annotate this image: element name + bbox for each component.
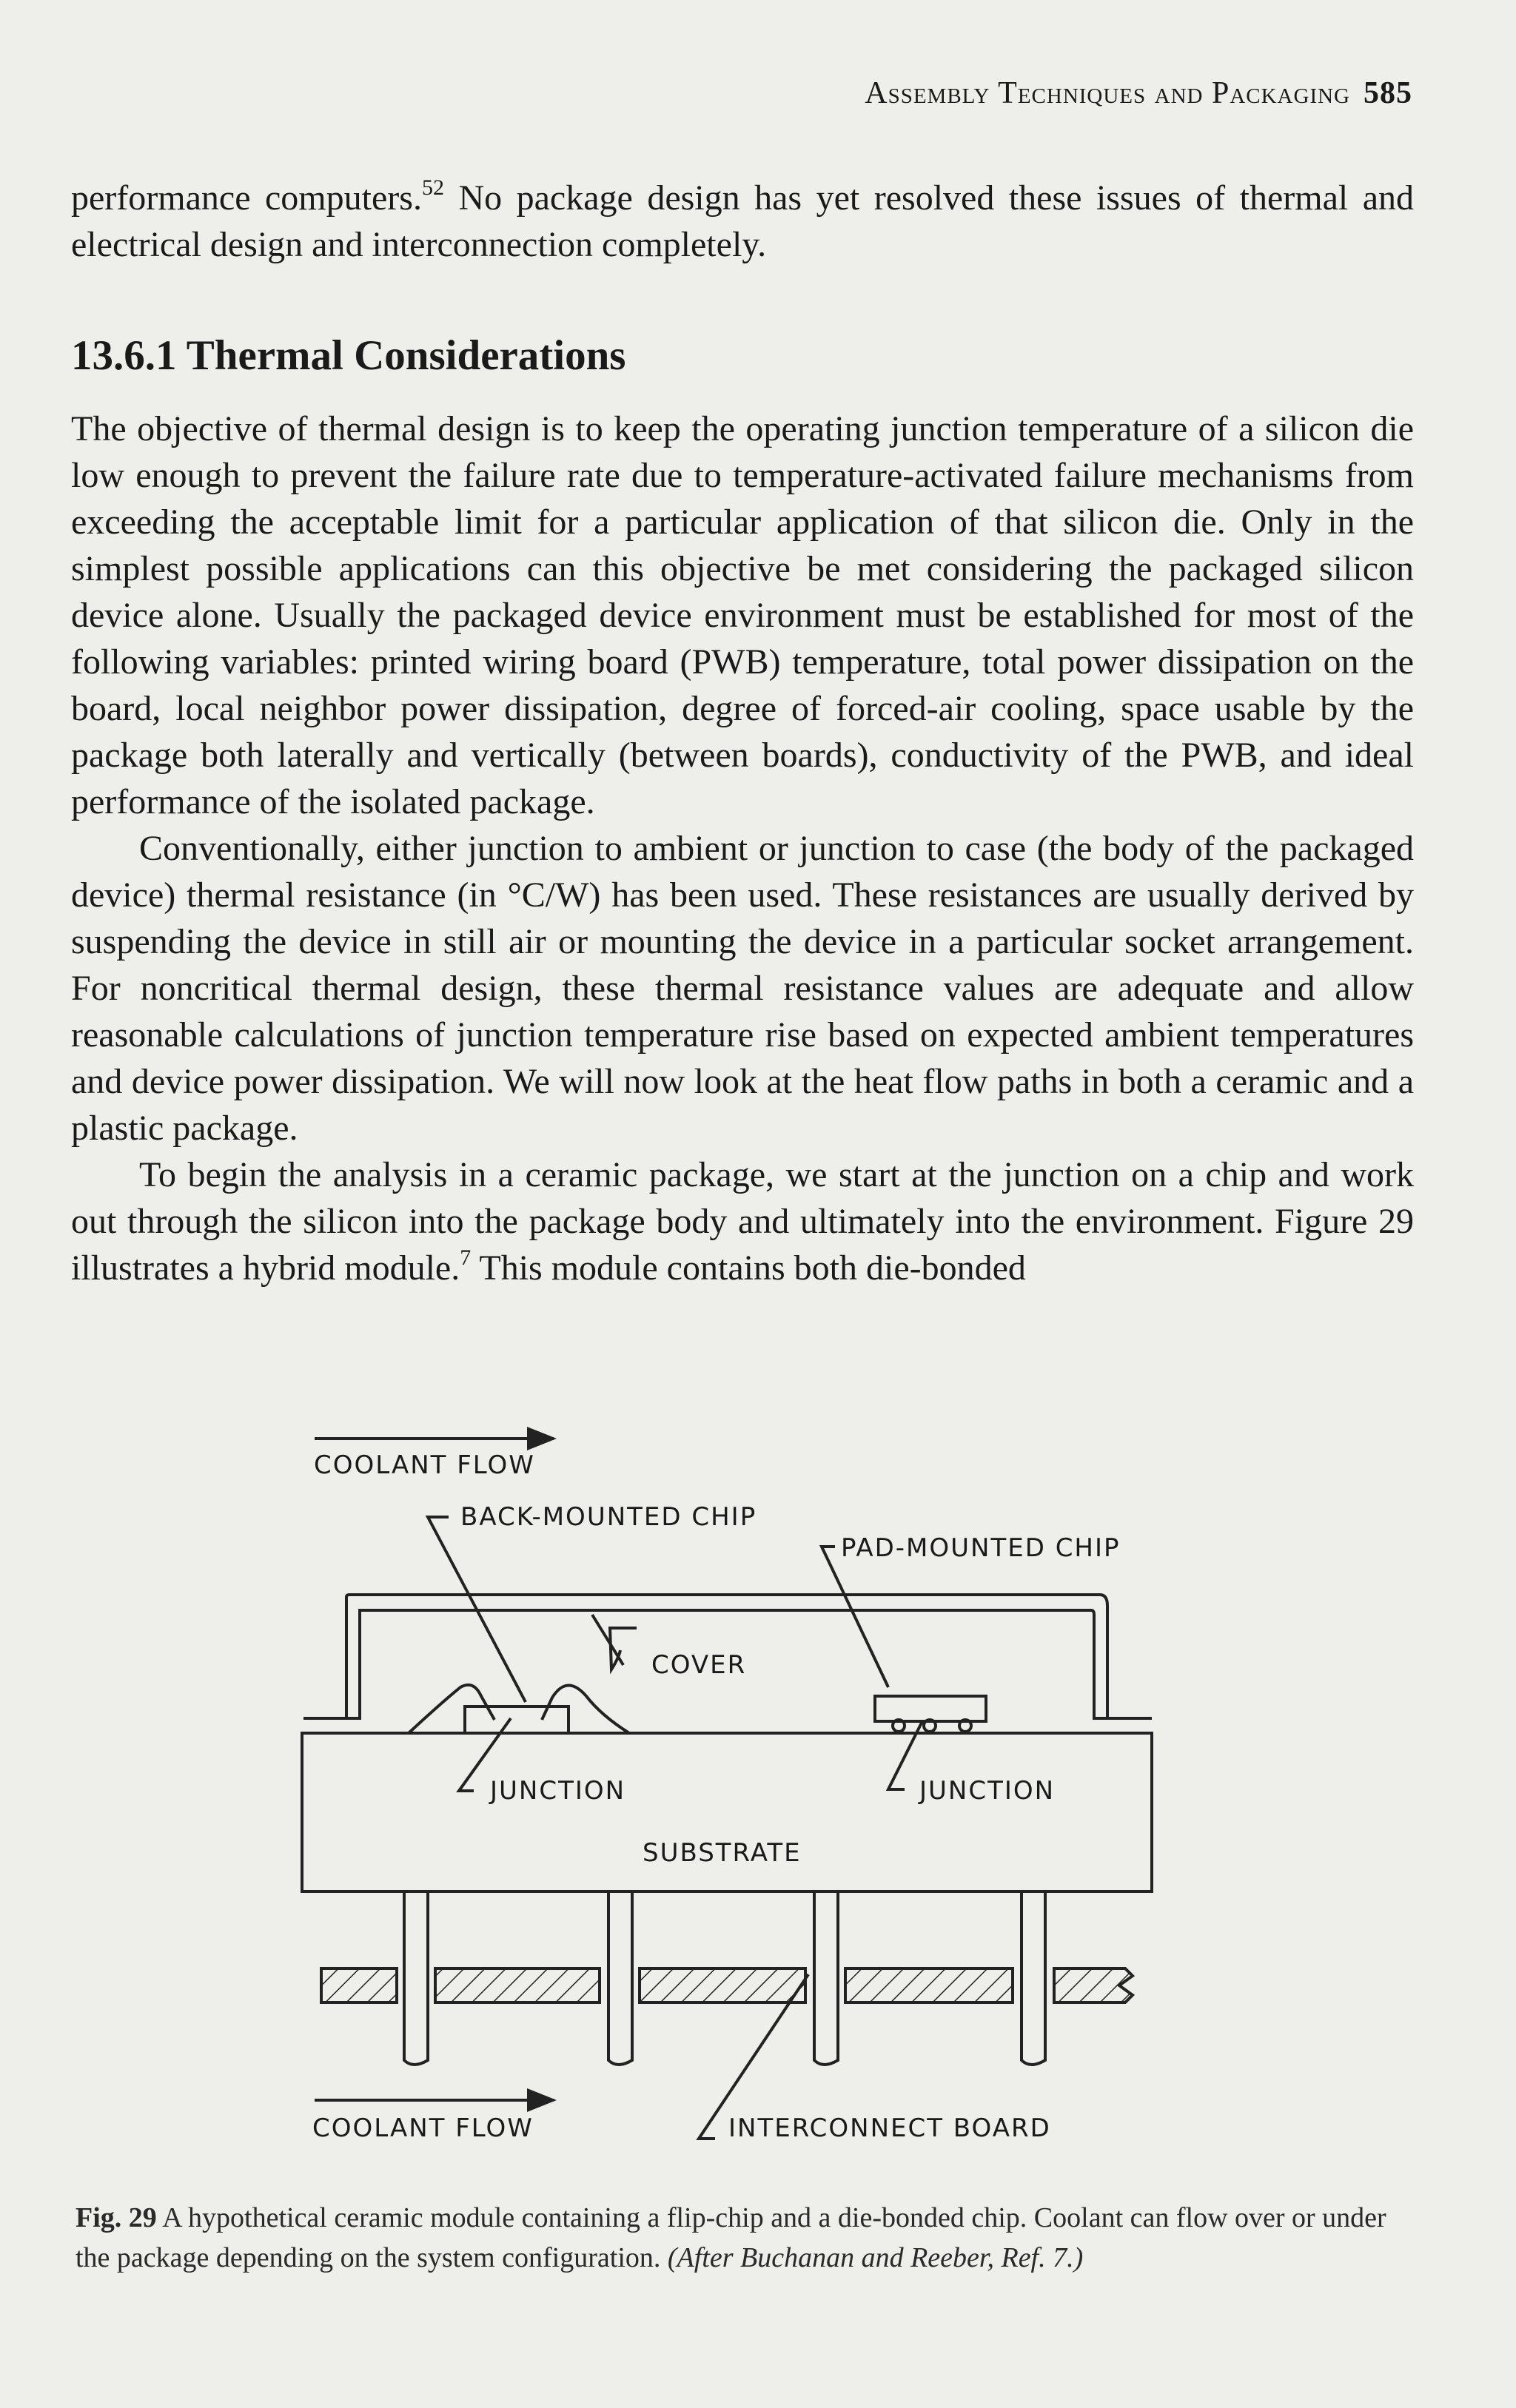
label-coolant-flow-bottom: COOLANT FLOW bbox=[312, 2113, 534, 2143]
section-heading: 13.6.1 Thermal Considerations bbox=[71, 332, 626, 379]
top-paragraph-text: performance computers. bbox=[71, 178, 422, 218]
interconnect-board bbox=[321, 1968, 1133, 2002]
caption-attribution: (After Buchanan and Reeber, Ref. 7.) bbox=[667, 2242, 1084, 2273]
label-substrate: SUBSTRATE bbox=[643, 1838, 802, 1868]
figure-caption bbox=[76, 2198, 1423, 2278]
pin bbox=[404, 1891, 428, 2065]
top-paragraph bbox=[71, 175, 1414, 268]
body-paragraph-3-continuation: This module contains both die-bonded bbox=[471, 1248, 1026, 1288]
body-paragraph-3 bbox=[71, 1151, 1414, 1291]
body-paragraph-3-text: To begin the analysis in a ceramic package, we start at the junction on a chip and work out through the silicon into the package body and ultimately into the environment. Figure 29 illustrates a hybrid module. bbox=[71, 1155, 1414, 1288]
running-title: Assembly Techniques and Packaging bbox=[865, 76, 1350, 110]
label-coolant-flow-top: COOLANT FLOW bbox=[314, 1450, 535, 1480]
body-paragraph-2: Conventionally, either junction to ambient or junction to case (the body of the packaged device) thermal resistance (in °C/W) has been used. These resistances are usually derived by suspending the device in still air or mounting the device in a particular socket arrangement. For noncritical thermal design, these thermal resistance values are adequate and allow reasonable calculations of junction temperature rise based on expected ambient temperatures and device power dissipation. We will now look at the heat flow paths in both a ceramic and a plastic package. bbox=[71, 829, 1414, 1148]
label-junction-right: JUNCTION bbox=[919, 1776, 1056, 1806]
back-mounted-chip bbox=[465, 1706, 568, 1733]
body-paragraph-1: The objective of thermal design is to keep the operating junction temperature of a silicon die low enough to prevent the failure rate due to temperature-activated failure mechanisms from exceeding the acceptable limit for a particular application of that silicon die. Only in the simplest possible applications can this objective be met considering the packaged silicon device alone. Usually the packaged device environment must be established for most of the following variables: printed wiring board (PWB) temperature, total power dissipation on the board, local neighbor power dissipation, degree of forced-air cooling, space usable by the package both laterally and vertically (between boards), conductivity of the PWB, and ideal performance of the isolated package. bbox=[71, 409, 1414, 821]
pin bbox=[1022, 1891, 1045, 2065]
page-number: 585 bbox=[1364, 76, 1412, 110]
pad-mounted-chip bbox=[875, 1696, 986, 1721]
running-header bbox=[865, 75, 1412, 111]
section-body bbox=[71, 406, 1414, 1291]
figure-number: Fig. 29 bbox=[76, 2202, 157, 2233]
label-junction-left: JUNCTION bbox=[490, 1776, 626, 1806]
caption-text: A hypothetical ceramic module containing a flip-chip and a die-bonded chip. Coolant can flow over or under the package depending on the system configuration. bbox=[76, 2202, 1386, 2273]
label-cover: COVER bbox=[651, 1650, 747, 1680]
figure-29 bbox=[0, 1406, 1516, 2250]
pin bbox=[608, 1891, 632, 2065]
junction-right-leader bbox=[888, 1721, 922, 1789]
reference-superscript: 52 bbox=[421, 175, 444, 200]
top-paragraph-continuation: No package design has yet resolved these issues of thermal and electrical design and interconnection completely. bbox=[71, 178, 1414, 264]
label-interconnect-board: INTERCONNECT BOARD bbox=[728, 2113, 1051, 2143]
reference-superscript: 7 bbox=[460, 1245, 472, 1270]
pin bbox=[814, 1891, 838, 2065]
label-pad-mounted-chip: PAD-MOUNTED CHIP bbox=[841, 1533, 1121, 1563]
pad-mounted-chip-leader bbox=[822, 1547, 888, 1687]
label-back-mounted-chip: BACK-MOUNTED CHIP bbox=[460, 1502, 757, 1532]
